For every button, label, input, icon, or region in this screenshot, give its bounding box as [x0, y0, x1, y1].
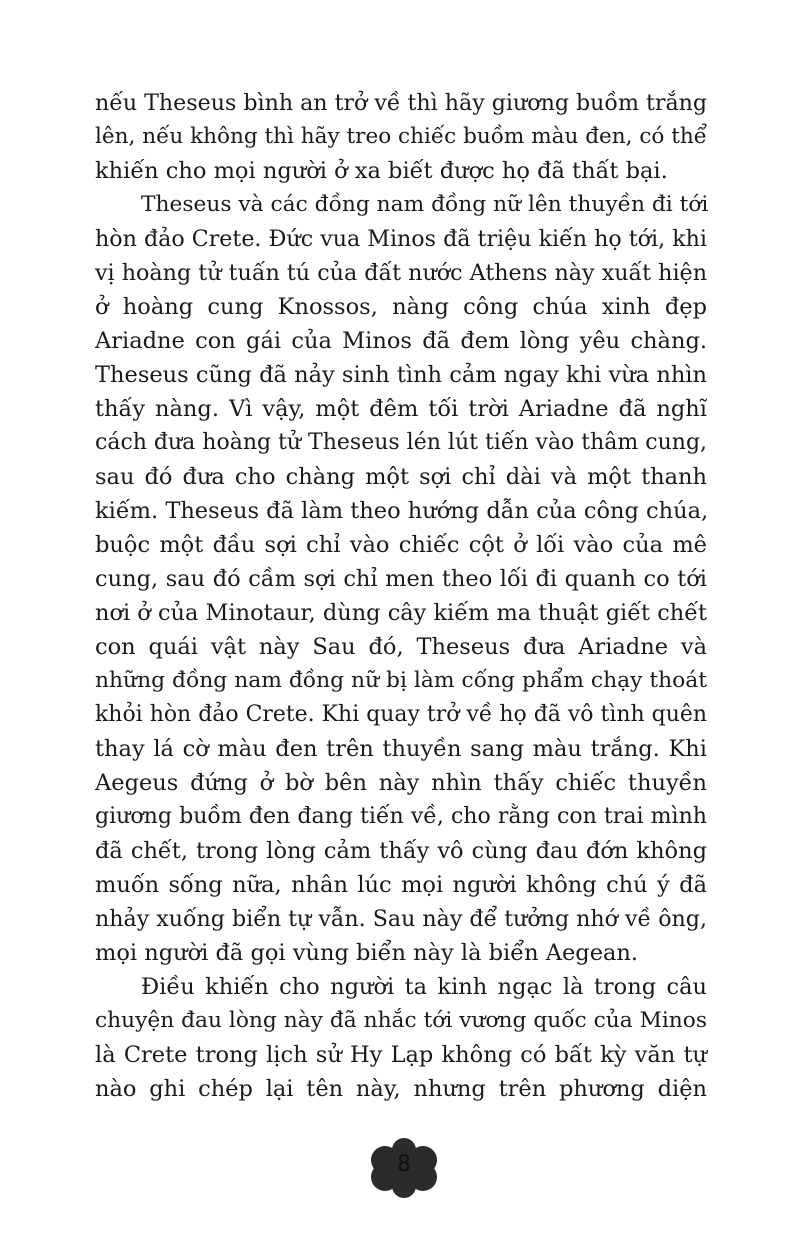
text-line: nơi ở của Minotaur, dùng cây kiếm ma thuật giết chết [95, 600, 707, 626]
text-line: giương buồm đen đang tiến về, cho rằng con trai mình [95, 804, 707, 829]
text-line: những đồng nam đồng nữ bị làm cống phẩm chạy thoát [95, 668, 707, 693]
text-line: Theseus cũng đã nảy sinh tình cảm ngay khi vừa nhìn [95, 362, 707, 388]
body-text [95, 86, 707, 1106]
text-line: mọi người đã gọi vùng biển này là biển Aegean. [95, 940, 639, 966]
text-line: nếu Theseus bình an trở về thì hãy giương buồm trắng [95, 90, 708, 116]
text-line: Ariadne con gái của Minos đã đem lòng yêu chàng. [95, 328, 707, 354]
text-line: Điều khiến cho người ta kinh ngạc là trong câu [141, 974, 707, 1000]
text-line: sau đó đưa cho chàng một sợi chỉ dài và một thanh [95, 464, 707, 490]
text-line: nào ghi chép lại tên này, nhưng trên phương diện [95, 1076, 707, 1102]
text-line: buộc một đầu sợi chỉ vào chiếc cột ở lối vào của mê [95, 532, 707, 558]
text-line: Aegeus đứng ở bờ bên này nhìn thấy chiếc thuyền [95, 770, 707, 796]
text-line: con quái vật này Sau đó, Theseus đưa Ariadne và [95, 634, 707, 660]
text-line: thay lá cờ màu đen trên thuyền sang màu trắng. Khi [95, 736, 707, 762]
page-number: 8 [397, 1152, 411, 1177]
text-line: là Crete trong lịch sử Hy Lạp không có bất kỳ văn tự [95, 1042, 707, 1068]
text-line: đã chết, trong lòng cảm thấy vô cùng đau đớn không [95, 838, 707, 864]
text-line: cung, sau đó cầm sợi chỉ men theo lối đi quanh co tới [95, 566, 707, 592]
text-line: kiếm. Theseus đã làm theo hướng dẫn của công chúa, [95, 498, 709, 524]
text-line: chuyện đau lòng này đã nhắc tới vương quốc của Minos [95, 1008, 707, 1033]
text-line: khỏi hòn đảo Crete. Khi quay trở về họ đã vô tình quên [95, 702, 707, 727]
text-line: ở hoàng cung Knossos, nàng công chúa xinh đẹp [95, 294, 707, 320]
text-line: muốn sống nữa, nhân lúc mọi người không chú ý đã [95, 872, 707, 898]
text-line: nhảy xuống biển tự vẫn. Sau này để tưởng nhớ về ông, [95, 906, 707, 932]
text-line: lên, nếu không thì hãy treo chiếc buồm màu đen, có thể [95, 124, 708, 149]
text-line: cách đưa hoàng tử Theseus lén lút tiến vào thâm cung, [95, 430, 708, 455]
text-line: thấy nàng. Vì vậy, một đêm tối trời Ariadne đã nghĩ [95, 396, 707, 422]
text-line: vị hoàng tử tuấn tú của đất nước Athens này xuất hiện [95, 260, 707, 286]
text-line: Theseus và các đồng nam đồng nữ lên thuyền đi tới [141, 192, 709, 217]
page-number-badge [363, 1138, 445, 1198]
text-line: khiến cho mọi người ở xa biết được họ đã thất bại. [95, 158, 668, 184]
text-line: hòn đảo Crete. Đức vua Minos đã triệu kiến họ tới, khi [95, 226, 707, 252]
